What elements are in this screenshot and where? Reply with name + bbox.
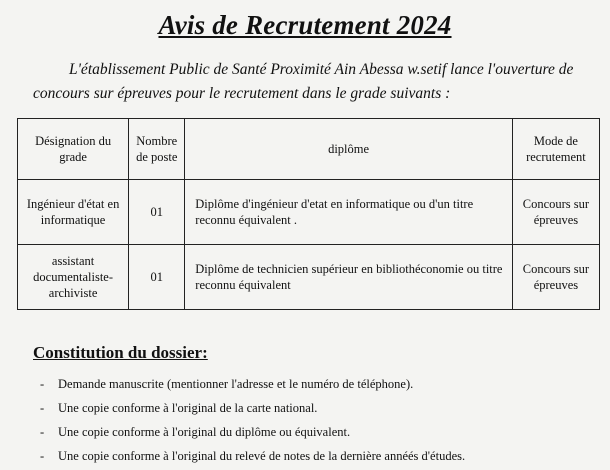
- list-item-text: Une copie conforme à l'original du diplôme ou équivalent.: [58, 425, 351, 439]
- table-row: [18, 245, 600, 310]
- table-header-row: [18, 119, 600, 180]
- cell-mode: Concours sur épreuves: [512, 245, 599, 310]
- list-item: [40, 372, 465, 396]
- cell-diploma: Diplôme d'ingénieur d'etat en informatique ou d'un titre reconnu équivalent .: [185, 180, 513, 245]
- bullet-dash: -: [40, 425, 45, 439]
- list-item-text: Une copie conforme à l'original de la carte national.: [58, 401, 318, 415]
- cell-grade: Ingénieur d'état en informatique: [18, 180, 129, 245]
- cell-diploma: Diplôme de technicien supérieur en bibliothéconomie ou titre reconnu équivalent: [185, 245, 513, 310]
- cell-count: 01: [129, 245, 185, 310]
- intro-line-1: L'établissement Public de Santé Proximité Ain Abessa w.setif lance l'ouverture de: [69, 61, 574, 78]
- intro-line-2: concours sur épreuves pour le recrutement dans le grade suivants :: [33, 85, 451, 102]
- list-item-text: Demande manuscrite (mentionner l'adresse et le numéro de téléphone).: [58, 377, 414, 391]
- list-item: [40, 444, 465, 468]
- list-item: [40, 420, 465, 444]
- cell-grade: assistant documentaliste-archiviste: [18, 245, 129, 310]
- intro-paragraph: [33, 58, 593, 106]
- list-item: [40, 396, 465, 420]
- recruitment-table: [17, 118, 600, 310]
- bullet-dash: -: [40, 449, 45, 463]
- cell-mode: Concours sur épreuves: [512, 180, 599, 245]
- bullet-dash: -: [40, 401, 45, 415]
- bullet-dash: -: [40, 377, 45, 391]
- header-grade: Désignation du grade: [18, 119, 129, 180]
- header-mode: Mode de recrutement: [512, 119, 599, 180]
- list-item-text: Une copie conforme à l'original du relevé de notes de la dernière annéés d'études.: [58, 449, 466, 463]
- dossier-list: [40, 372, 465, 468]
- table-row: [18, 180, 600, 245]
- header-count: Nombre de poste: [129, 119, 185, 180]
- cell-count: 01: [129, 180, 185, 245]
- notice-title: Avis de Recrutement 2024: [158, 10, 452, 40]
- dossier-title: Constitution du dossier:: [33, 343, 208, 362]
- header-diploma: diplôme: [185, 119, 513, 180]
